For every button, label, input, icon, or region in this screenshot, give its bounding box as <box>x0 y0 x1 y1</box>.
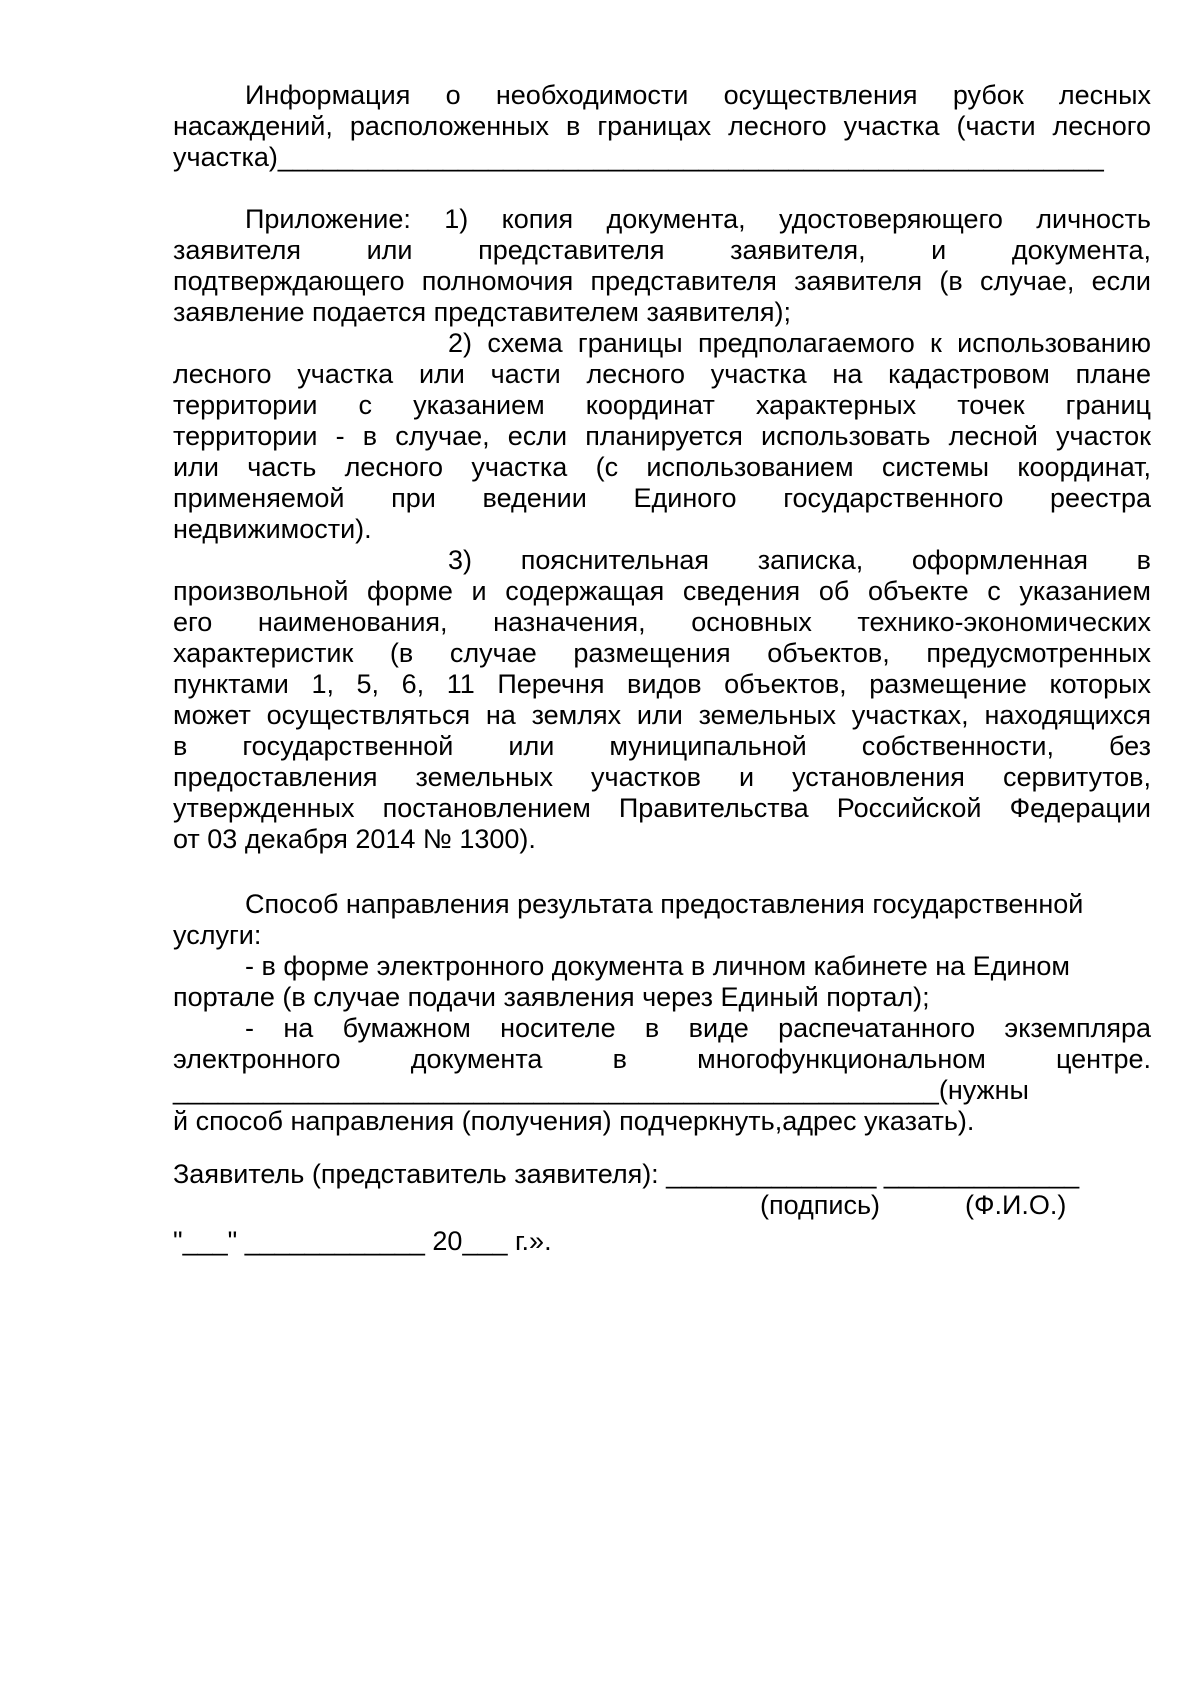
info-paragraph <box>173 80 1151 173</box>
info-line: насаждений, расположенных в границах лесного участка (части лесного <box>173 111 1151 141</box>
appendix-line: предоставления земельных участков и установления сервитутов, <box>173 762 1151 792</box>
delivery-option-electronic: портале (в случае подачи заявления через Единый портал); <box>173 982 930 1012</box>
delivery-option-paper: электронного документа в многофункциональном центре. <box>173 1044 1151 1074</box>
delivery-option-paper: ___________________________________________________(нужны <box>173 1075 1029 1105</box>
appendix-line: заявителя или представителя заявителя, и документа, <box>173 235 1151 265</box>
signature-caption: (подпись) <box>760 1190 881 1220</box>
appendix-line: в государственной или муниципальной собственности, без <box>173 731 1151 761</box>
appendix-line: подтверждающего полномочия представителя заявителя (в случае, если <box>173 266 1151 296</box>
appendix-line: территории с указанием координат характерных точек границ <box>173 390 1151 420</box>
appendix-line: 2) схема границы предполагаемого к использованию <box>448 328 1151 358</box>
name-caption: (Ф.И.О.) <box>965 1190 1067 1220</box>
appendix-line: 3) пояснительная записка, оформленная в <box>448 545 1151 575</box>
info-line: участка)_______________________________________________________ <box>173 142 1104 172</box>
delivery-option-paper: й способ направления (получения) подчеркнуть,адрес указать). <box>173 1106 975 1136</box>
appendix-line: территории - в случае, если планируется использовать лесной участок <box>173 421 1151 451</box>
delivery-title: услуги: <box>173 920 262 950</box>
date-line: "___" ____________ 20___ г.». <box>173 1226 552 1256</box>
appendix-line: или часть лесного участка (с использованием системы координат, <box>173 452 1151 482</box>
appendix-line: заявление подается представителем заявителя); <box>173 297 791 327</box>
appendix-line: Приложение: 1) копия документа, удостоверяющего личность <box>245 204 1151 234</box>
appendix-line: утвержденных постановлением Правительства Российской Федерации <box>173 793 1151 823</box>
appendix-line: может осуществляться на землях или земельных участках, находящихся <box>173 700 1151 730</box>
appendix-line: его наименования, назначения, основных технико-экономических <box>173 607 1151 637</box>
applicant-signature-line: Заявитель (представитель заявителя): ______________ _____________ <box>173 1159 1080 1189</box>
appendix-line: лесного участка или части лесного участка на кадастровом плане <box>173 359 1151 389</box>
delivery-option-electronic: - в форме электронного документа в личном кабинете на Едином <box>245 951 1070 981</box>
appendix-line: произвольной форме и содержащая сведения об объекте с указанием <box>173 576 1151 606</box>
appendix-line: недвижимости). <box>173 514 372 544</box>
appendix-line: пунктами 1, 5, 6, 11 Перечня видов объектов, размещение которых <box>173 669 1151 699</box>
delivery-title: Способ направления результата предоставления государственной <box>245 889 1084 919</box>
appendix-line: применяемой при ведении Единого государственного реестра <box>173 483 1151 513</box>
delivery-option-paper: - на бумажном носителе в виде распечатанного экземпляра <box>245 1013 1151 1043</box>
appendix-section <box>173 204 1151 855</box>
appendix-line: от 03 декабря 2014 № 1300). <box>173 824 536 854</box>
info-line: Информация о необходимости осуществления рубок лесных <box>245 80 1151 110</box>
delivery-section <box>173 889 1151 1137</box>
appendix-line: характеристик (в случае размещения объектов, предусмотренных <box>173 638 1151 668</box>
